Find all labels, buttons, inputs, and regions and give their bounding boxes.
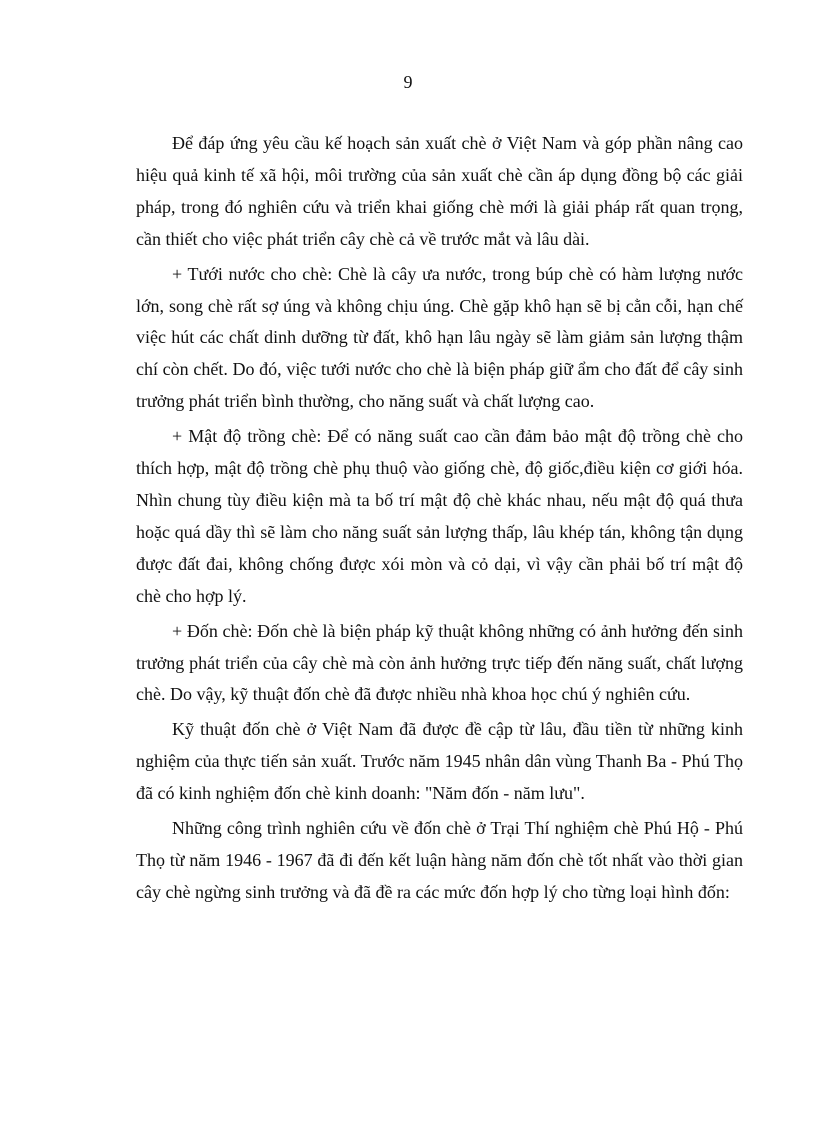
paragraph-intro: Để đáp ứng yêu cầu kế hoạch sản xuất chè ở Việt Nam và góp phần nâng cao hiệu quả kinh tế xã hội, môi trường của sản xuất chè cần áp dụng đồng bộ các giải pháp, trong đó nghiên cứu và triển khai giống chè mới là giải pháp rất quan trọng, cần thiết cho việc phát triển cây chè cả về trước mắt và lâu dài. xyxy=(136,133,743,249)
paragraph-pruning: + Đốn chè: Đốn chè là biện pháp kỹ thuật không những có ảnh hưởng đến sinh trưởng phát triển của cây chè mà còn ảnh hưởng trực tiếp đến năng suất, chất lượng chè. Do vậy, kỹ thuật đốn chè đã được nhiều nhà khoa học chú ý nghiên cứu. xyxy=(136,620,743,705)
paragraph-pruning-research: Những công trình nghiên cứu về đốn chè ở Trại Thí nghiệm chè Phú Hộ - Phú Thọ từ năm 1946 - 1967 đã đi đến kết luận hàng năm đốn chè tốt nhất vào thời gian cây chè ngừng sinh trưởng và đã đề ra các mức đốn hợp lý cho từng loại hình đốn: xyxy=(136,818,743,902)
page-number: 9 xyxy=(403,72,413,92)
paragraph-planting-density: + Mật độ trồng chè: Để có năng suất cao cần đảm bảo mật độ trồng chè cho thích hợp, mật độ trồng chè phụ thuộ vào giống chè, độ giốc,điều kiện cơ giới hóa. Nhìn chung tùy điều kiện mà ta bố trí mật độ chè khác nhau, nếu mật độ quá thưa hoặc quá dầy thì sẽ làm cho năng suất sản lượng thấp, lâu khép tán, không tận dụng được đất đai, không chống được xói mòn và cỏ dại, vì vậy cần phải bố trí mật độ chè cho hợp lý. xyxy=(136,426,743,606)
paragraph-pruning-history: Kỹ thuật đốn chè ở Việt Nam đã được đề cập từ lâu, đầu tiền từ những kinh nghiệm của thực tiến sản xuất. Trước năm 1945 nhân dân vùng Thanh Ba - Phú Thọ đã có kinh nghiệm đốn chè kinh doanh: "Năm đốn - năm lưu". xyxy=(136,719,743,804)
paragraph-watering: + Tưới nước cho chè: Chè là cây ưa nước, trong búp chè có hàm lượng nước lớn, song chè rất sợ úng và không chịu úng. Chè gặp khô hạn sẽ bị cằn cỗi, hạn chế việc hút các chất dinh dưỡng từ đất, khô hạn lâu ngày sẽ làm giảm sản lượng thậm chí còn chết. Do đó, việc tưới nước cho chè là biện pháp giữ ẩm cho đất để cây sinh trưởng phát triển bình thường, cho năng suất và chất lượng cao. xyxy=(136,263,743,412)
document-body xyxy=(136,128,743,912)
